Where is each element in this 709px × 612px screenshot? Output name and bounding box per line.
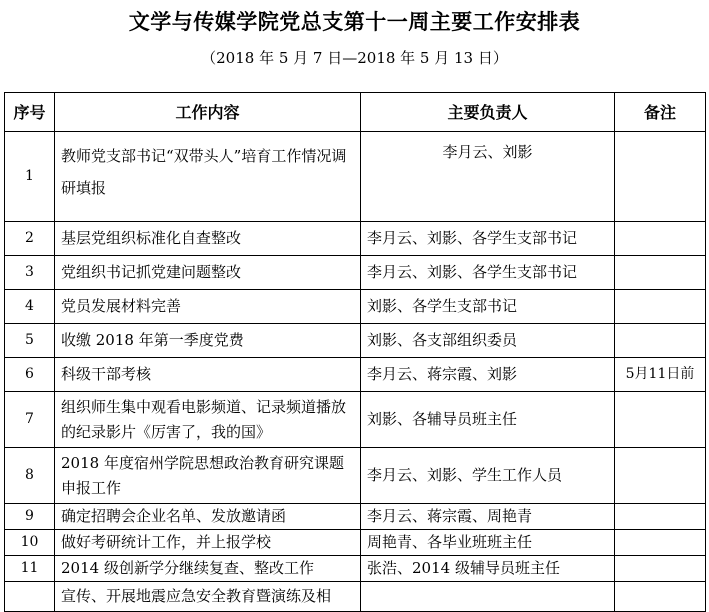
- row-content: 基层党组织标准化自查整改: [55, 222, 361, 256]
- row-note: [615, 392, 706, 448]
- row-owner: 李月云、蒋宗霞、周艳青: [361, 504, 615, 530]
- row-note: [615, 448, 706, 504]
- row-number: 8: [5, 448, 55, 504]
- table-row: [5, 582, 706, 612]
- row-content: 做好考研统计工作，并上报学校: [55, 530, 361, 556]
- row-note: [615, 256, 706, 290]
- row-number: 5: [5, 324, 55, 358]
- row-number: 9: [5, 504, 55, 530]
- row-owner: 张浩、2014 级辅导员班主任: [361, 556, 615, 582]
- row-owner: 李月云、蒋宗霞、刘影: [361, 358, 615, 392]
- col-header-content: 工作内容: [55, 93, 361, 132]
- row-owner: 刘影、各支部组织委员: [361, 324, 615, 358]
- row-note: [615, 324, 706, 358]
- row-owner: 刘影、各学生支部书记: [361, 290, 615, 324]
- row-content: 宣传、开展地震应急安全教育暨演练及相: [55, 582, 361, 612]
- schedule-table: [4, 92, 706, 612]
- row-content: 2018 年度宿州学院思想政治教育研究课题申报工作: [55, 448, 361, 504]
- row-note: [615, 530, 706, 556]
- table-row: [5, 504, 706, 530]
- row-content: 组织师生集中观看电影频道、记录频道播放的纪录影片《厉害了，我的国》: [55, 392, 361, 448]
- table-row: [5, 324, 706, 358]
- row-content: 收缴 2018 年第一季度党费: [55, 324, 361, 358]
- row-owner: 李月云、刘影、各学生支部书记: [361, 222, 615, 256]
- table-row: [5, 256, 706, 290]
- row-content: 教师党支部书记“双带头人”培育工作情况调研填报: [55, 132, 361, 222]
- table-row: [5, 290, 706, 324]
- row-number: 1: [5, 132, 55, 222]
- table-row: [5, 530, 706, 556]
- row-note: [615, 582, 706, 612]
- row-content: 党员发展材料完善: [55, 290, 361, 324]
- row-number: 10: [5, 530, 55, 556]
- table-row: [5, 392, 706, 448]
- col-header-no: 序号: [5, 93, 55, 132]
- row-content: 2014 级创新学分继续复查、整改工作: [55, 556, 361, 582]
- page-title: 文学与传媒学院党总支第十一周主要工作安排表: [128, 10, 581, 34]
- row-content: 科级干部考核: [55, 358, 361, 392]
- row-note: [615, 504, 706, 530]
- row-number: 4: [5, 290, 55, 324]
- row-number: 2: [5, 222, 55, 256]
- row-owner: 刘影、各辅导员班主任: [361, 392, 615, 448]
- table-row: [5, 448, 706, 504]
- row-note: [615, 222, 706, 256]
- table-header-row: [5, 93, 706, 132]
- row-number: 3: [5, 256, 55, 290]
- row-owner: 李月云、刘影、各学生支部书记: [361, 256, 615, 290]
- row-owner: 李月云、刘影: [361, 132, 615, 222]
- row-number: 7: [5, 392, 55, 448]
- col-header-owner: 主要负责人: [361, 93, 615, 132]
- table-row: [5, 358, 706, 392]
- table-row: [5, 556, 706, 582]
- row-note: 5月11日前: [615, 358, 706, 392]
- table-row: [5, 222, 706, 256]
- row-content: 党组织书记抓党建问题整改: [55, 256, 361, 290]
- row-content: 确定招聘会企业名单、发放邀请函: [55, 504, 361, 530]
- row-number: 6: [5, 358, 55, 392]
- row-number: 11: [5, 556, 55, 582]
- date-range: （2018 年 5 月 7 日—2018 年 5 月 13 日）: [201, 49, 508, 67]
- row-owner: [361, 582, 615, 612]
- row-note: [615, 290, 706, 324]
- row-owner: 李月云、刘影、学生工作人员: [361, 448, 615, 504]
- row-number: [5, 582, 55, 612]
- row-owner: 周艳青、各毕业班班主任: [361, 530, 615, 556]
- row-note: [615, 132, 706, 222]
- table-row: [5, 132, 706, 222]
- row-note: [615, 556, 706, 582]
- col-header-note: 备注: [615, 93, 706, 132]
